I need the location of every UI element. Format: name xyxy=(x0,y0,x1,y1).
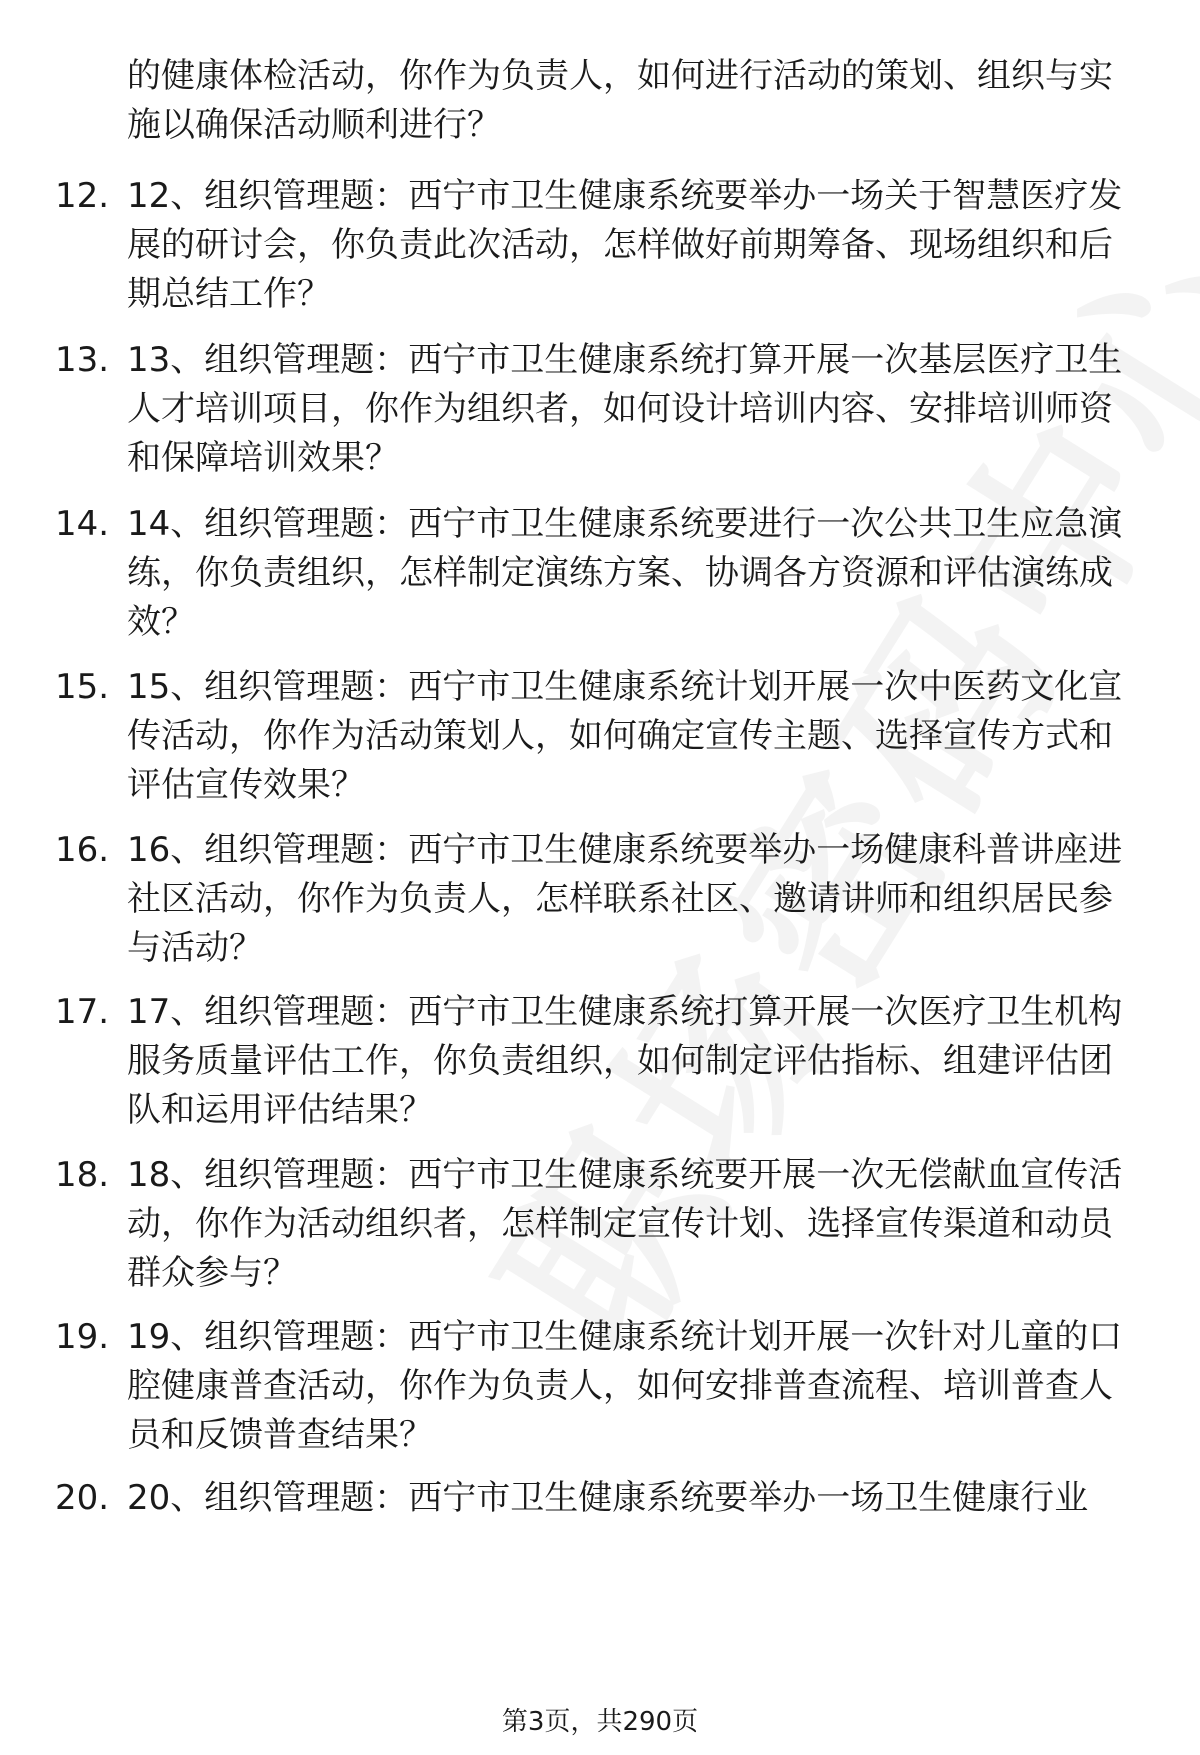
page-footer: 第3页，共290页 xyxy=(501,1707,699,1737)
list-item-text: 15、组织管理题：西宁市卫生健康系统计划开展一次中医药文化宣传活动，你作为活动策划人，如何确定宣传主题、选择宣传方式和评估宣传效果？ xyxy=(127,667,1123,805)
list-item-number: 15. xyxy=(55,667,110,707)
list-item-number: 16. xyxy=(55,830,110,870)
list-item-number: 18. xyxy=(55,1155,110,1195)
list-item-text: 12、组织管理题：西宁市卫生健康系统要举办一场关于智慧医疗发展的研讨会，你负责此次活动，怎样做好前期筹备、现场组织和后期总结工作？ xyxy=(127,176,1123,314)
list-item-text: 13、组织管理题：西宁市卫生健康系统打算开展一次基层医疗卫生人才培训项目，你作为组织者，如何设计培训内容、安排培训师资和保障培训效果？ xyxy=(127,340,1123,478)
list-item-text: 14、组织管理题：西宁市卫生健康系统要进行一次公共卫生应急演练，你负责组织，怎样制定演练方案、协调各方资源和评估演练成效？ xyxy=(127,504,1123,642)
list-item-text: 19、组织管理题：西宁市卫生健康系统计划开展一次针对儿童的口腔健康普查活动，你作为负责人，如何安排普查流程、培训普查人员和反馈普查结果？ xyxy=(127,1317,1123,1455)
list-item-text: 20、组织管理题：西宁市卫生健康系统要举办一场卫生健康行业 xyxy=(127,1478,1089,1518)
list-item-text: 17、组织管理题：西宁市卫生健康系统打算开展一次医疗卫生机构服务质量评估工作，你负责组织，如何制定评估指标、组建评估团队和运用评估结果？ xyxy=(127,992,1123,1130)
list-item-text: 18、组织管理题：西宁市卫生健康系统要开展一次无偿献血宣传活动，你作为活动组织者，怎样制定宣传计划、选择宣传渠道和动员群众参与？ xyxy=(127,1155,1123,1293)
list-item-number: 19. xyxy=(55,1317,110,1357)
list-item-number: 14. xyxy=(55,504,110,544)
list-item-text: 16、组织管理题：西宁市卫生健康系统要举办一场健康科普讲座进社区活动，你作为负责人，怎样联系社区、邀请讲师和组织居民参与活动？ xyxy=(127,830,1123,968)
list-item-number: 20. xyxy=(55,1478,110,1518)
list-item-number: 13. xyxy=(55,340,110,380)
list-item-number: 17. xyxy=(55,992,110,1032)
list-item-number: 12. xyxy=(55,176,110,216)
continuation-text: 的健康体检活动，你作为负责人，如何进行活动的策划、组织与实施以确保活动顺利进行？ xyxy=(127,56,1113,145)
